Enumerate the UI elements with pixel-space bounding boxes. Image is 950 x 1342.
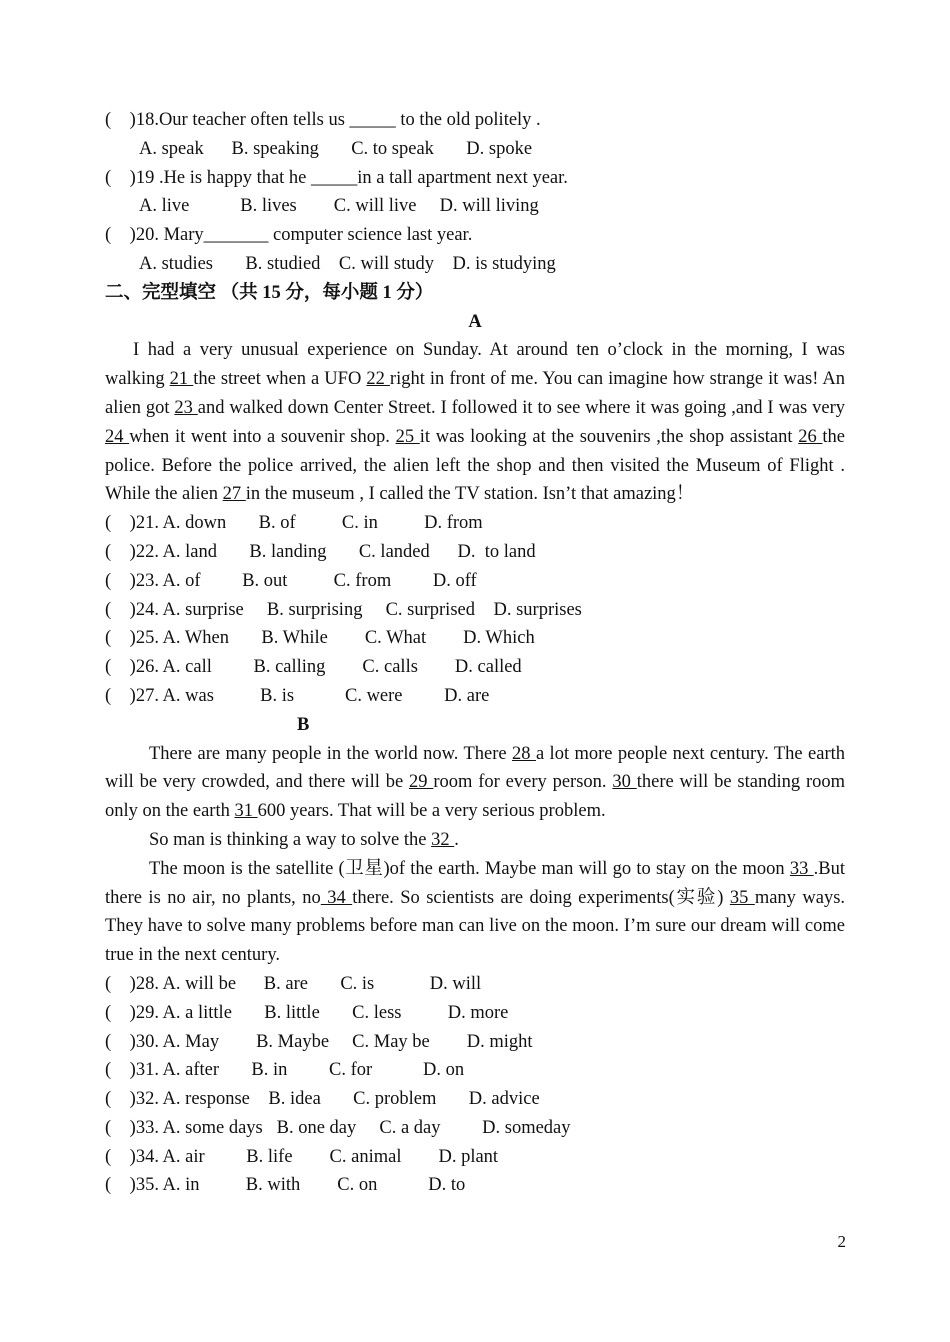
passage-b-paragraph-2: So man is thinking a way to solve the 32 . <box>149 829 459 850</box>
passage-a-text: I had a very unusual experience on Sunday. At around ten o’clock in the morning, I was walking 21 the street when a UFO 22 right in front of me. You can imagine how strange it was! An alien got 23 and walked down Center Street. I followed it to see where it was going ,and I was very 24 when it went into a souvenir shop. 25 it was looking at the souvenirs ,the shop assistant 26 the police. Before the police arrived, the alien left the shop and then visited the Museum of Flight . While the alien 27 in the museum , I called the TV station. Isn’t that amazing！ <box>105 340 846 505</box>
question-25: ( )25. A. When B. While C. What D. Which <box>105 628 535 649</box>
passage-b-title: B <box>297 714 310 735</box>
question-20-options: A. studies B. studied C. will study D. is studying <box>139 253 556 274</box>
blank-30: 30 <box>612 772 637 793</box>
question-33: ( )33. A. some days B. one day C. a day D. someday <box>105 1117 571 1138</box>
blank-26: 26 <box>798 426 823 447</box>
blank-33: 33 <box>789 858 814 879</box>
question-18-options: A. speak B. speaking C. to speak D. spoke <box>139 138 533 159</box>
page-content <box>105 106 845 1200</box>
blank-28: 28 <box>512 743 536 764</box>
passage-b-paragraph-1: There are many people in the world now. There 28 a lot more people next century. The earth will be very crowded, and there will be 29 room for every person. 30 there will be standing room only on the earth 31 600 years. That will be a very serious problem. <box>105 743 846 822</box>
blank-23: 23 <box>174 397 198 418</box>
blank-27: 27 <box>222 484 246 505</box>
blank-29: 29 <box>409 772 434 793</box>
question-31: ( )31. A. after B. in C. for D. on <box>105 1060 465 1081</box>
question-28: ( )28. A. will be B. are C. is D. will <box>105 973 482 994</box>
blank-35: 35 <box>729 887 755 908</box>
blank-21: 21 <box>169 369 194 390</box>
blank-22: 22 <box>366 369 390 390</box>
question-32: ( )32. A. response B. idea C. problem D. advice <box>105 1089 540 1110</box>
question-19: ( )19 .He is happy that he _____in a tall apartment next year. <box>105 167 568 188</box>
question-27: ( )27. A. was B. is C. were D. are <box>105 685 490 706</box>
question-35: ( )35. A. in B. with C. on D. to <box>105 1175 466 1196</box>
question-26: ( )26. A. call B. calling C. calls D. called <box>105 657 522 678</box>
question-34: ( )34. A. air B. life C. animal D. plant <box>105 1146 499 1167</box>
question-21: ( )21. A. down B. of C. in D. from <box>105 513 483 534</box>
passage-a-title: A <box>468 311 482 332</box>
blank-25: 25 <box>395 426 420 447</box>
blank-34: 34 <box>320 887 353 908</box>
question-24: ( )24. A. surprise B. surprising C. surprised D. surprises <box>105 599 582 620</box>
question-20: ( )20. Mary_______ computer science last year. <box>105 225 473 246</box>
blank-32: 32 <box>431 829 455 850</box>
blank-24: 24 <box>105 426 130 447</box>
question-18: ( )18.Our teacher often tells us _____ to the old politely . <box>105 110 541 130</box>
page-number: 2 <box>837 1232 846 1251</box>
question-22: ( )22. A. land B. landing C. landed D. to land <box>105 541 536 562</box>
question-30: ( )30. A. May B. Maybe C. May be D. might <box>105 1031 533 1052</box>
question-19-options: A. live B. lives C. will live D. will living <box>139 196 539 217</box>
passage-b-paragraph-3: The moon is the satellite (卫星)of the earth. Maybe man will go to stay on the moon 33 .But there is no air, no plants, no 34 there. So scientists are doing experiments(实验) 35 many ways. They have to solve many problems before man can live on the moon. I’m sure our dream will come true in the next century. <box>105 858 846 966</box>
section-2-heading: 二、完型填空 （共 15 分，每小题 1 分） <box>105 282 434 303</box>
question-29: ( )29. A. a little B. little C. less D. more <box>105 1002 509 1023</box>
blank-31: 31 <box>234 801 258 822</box>
question-23: ( )23. A. of B. out C. from D. off <box>105 570 477 591</box>
